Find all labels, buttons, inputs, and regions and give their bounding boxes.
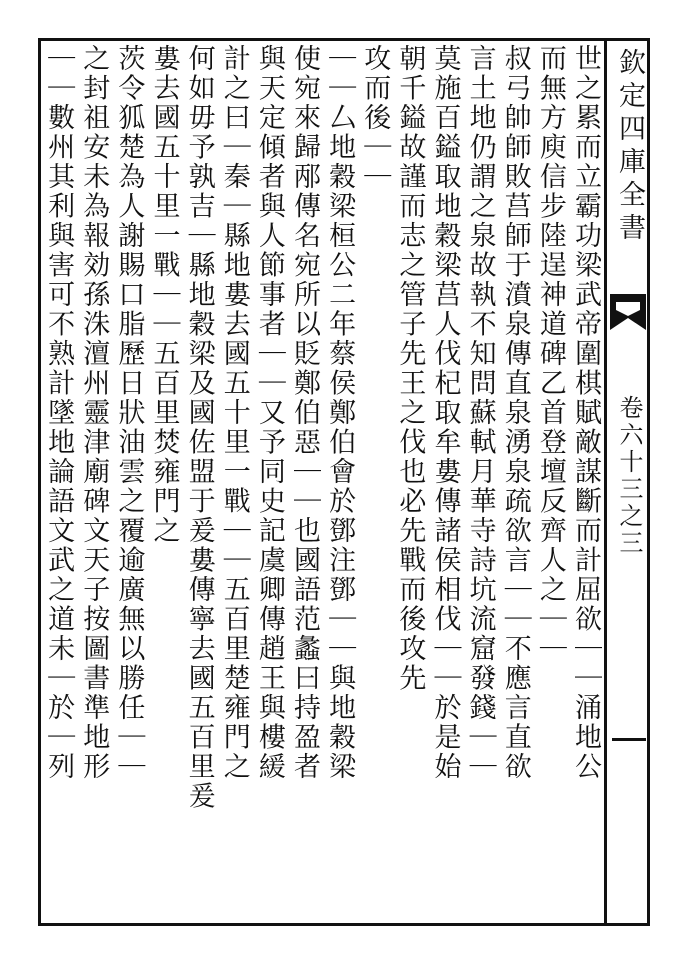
text-column: 攻而後｜｜ (359, 44, 391, 192)
volume-label: 卷六十三之三 (615, 395, 643, 557)
text-column: 何如毋予孰吉｜縣地穀梁及國佐盟于爰婁傳寧去國五百里爰 (183, 44, 215, 811)
text-column: 叔弓帥師敗莒師于濆泉傳直泉湧泉疏欲言｜｜不應言直欲 (499, 44, 531, 782)
text-column: 言土地仍謂之泉故執不知問蘇軾月華寺詩坑流窟發錢｜｜ (464, 44, 496, 782)
text-column: 莫施百鎰取地穀梁莒人伐杞取牟婁傳諸侯相伐｜｜於是始 (429, 44, 461, 782)
text-column: 世之累而立霸功梁武帝圍棋賦敵謀斷而計屈欲｜｜涌地公 (570, 44, 601, 782)
text-column: 之封祖安未為報効孫洙澶州靈津廟碑文天子按圖書準地形 (78, 44, 110, 782)
text-column: ｜｜厶地穀梁桓公二年蔡侯鄭伯會於鄧注鄧｜｜與地穀梁 (324, 44, 356, 782)
text-column: ｜｜數州其利與害可不熟計墜地論語文武之道未｜於｜列 (43, 44, 75, 782)
text-column: 而無方庾信步陸逞神道碑乙首登壇反齊人之｜｜ (534, 44, 566, 664)
text-columns (42, 44, 604, 922)
banner-rule (612, 738, 646, 741)
text-column: 與天定傾者與人節事者｜｜又予同史記虞卿傳趙王與樓緩 (253, 44, 285, 782)
text-column: 計之曰｜秦｜縣地婁去國五十里一戰｜｜五百里楚雍門之 (218, 44, 250, 782)
fish-tail-mark-icon (608, 290, 648, 334)
text-column: 婁去國五十里一戰｜｜五百里焚雍門之 (148, 44, 180, 546)
text-column: 茨令狐楚為人謝賜口脂歷日狀油雲之覆逾廣無以勝任｜｜ (113, 44, 145, 782)
text-column: 使宛來歸邴傳名宛所以貶鄭伯惡｜｜也國語范蠡曰持盈者 (289, 44, 320, 782)
book-title: 欽定四庫全書 (614, 48, 645, 246)
text-column: 朝千鎰故謹而志之管子先王之伐也必先戰而後攻先 (394, 44, 426, 693)
